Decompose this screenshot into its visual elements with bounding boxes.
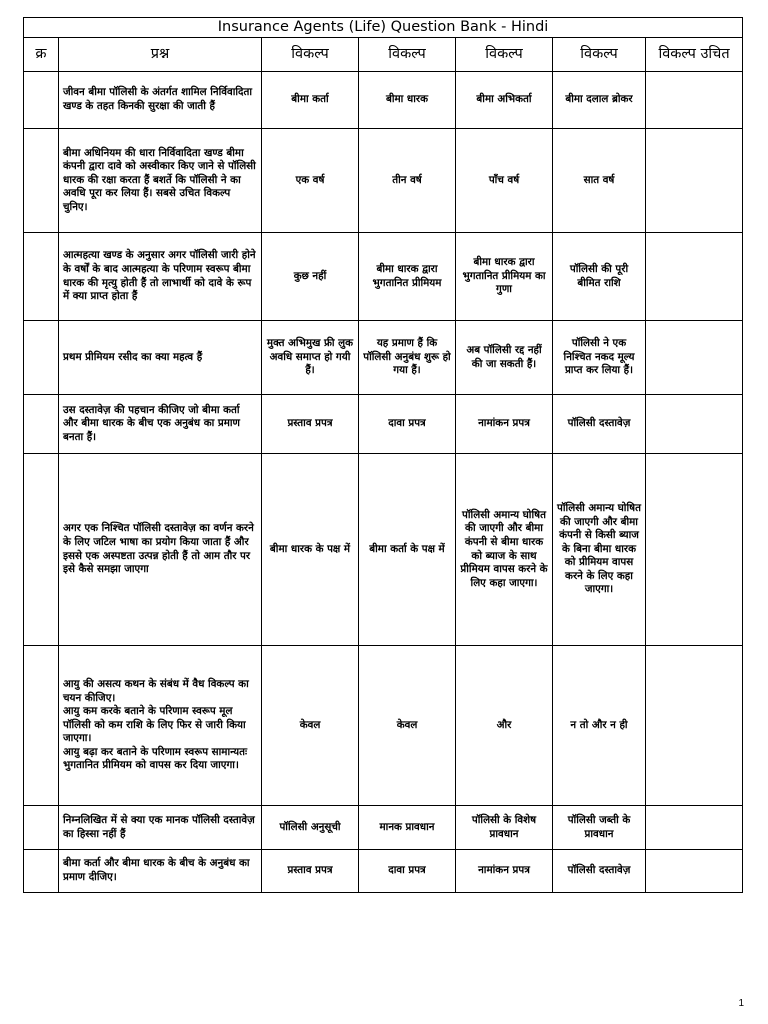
table-row [24,321,743,395]
question-text: बीमा कर्ता और बीमा धारक के बीच के अनुबंध का प्रमाण दीजिए। [59,850,262,893]
option-b: दावा प्रपत्र [359,850,456,893]
option-b: बीमा धारक द्वारा भुगतानित प्रीमियम [359,233,456,321]
answer-cell [646,806,743,850]
option-a: एक वर्ष [262,129,359,233]
option-b: बीमा धारक [359,72,456,129]
document-title: Insurance Agents (Life) Question Bank - Hindi [24,18,743,38]
row-serial [24,233,59,321]
header-option-b: विकल्प [359,38,456,72]
table-row [24,850,743,893]
question-line: आयु बढ़ा कर बताने के परिणाम स्वरूप सामान्यतः भुगतानित प्रीमियम को वापस कर दिया जाएगा। [63,745,248,772]
option-d: पॉलिसी दस्तावेज़ [553,850,646,893]
option-c: और [456,646,553,806]
question-text: अगर एक निश्चित पॉलिसी दस्तावेज़ का वर्णन करने के लिए जटिल भाषा का प्रयोग किया जाता हैं और इससे एक अस्पष्टता उत्पन्न होती हैं तो आम तौर पर इसे कैसे समझा जाएगा [59,454,262,646]
question-bank-sheet [23,17,742,893]
question-line: आयु की असत्य कथन के संबंध में वैध विकल्प का चयन कीजिए। [63,677,249,704]
option-a: मुक्त अभिमुख फ्री लुक अवधि समाप्त हो गयी हैं। [262,321,359,395]
option-d: सात वर्ष [553,129,646,233]
answer-cell [646,72,743,129]
header-question: प्रश्न [59,38,262,72]
option-a: बीमा धारक के पक्ष में [262,454,359,646]
table-row [24,646,743,806]
row-serial [24,321,59,395]
answer-cell [646,233,743,321]
option-b: तीन वर्ष [359,129,456,233]
option-d: पॉलिसी अमान्य घोषित की जाएगी और बीमा कंपनी से किसी ब्याज के बिना बीमा धारक को प्रीमियम वापस करने के लिए कहा जाएगा। [553,454,646,646]
question-text: आत्महत्या खण्ड के अनुसार अगर पॉलिसी जारी होने के वर्षों के बाद आत्महत्या के परिणाम स्वरूप बीमा धारक की मृत्यु होती हैं तो लाभार्थी को दावे के रूप में क्या प्राप्त होता हैं [59,233,262,321]
table-row [24,395,743,454]
answer-cell [646,321,743,395]
option-d: पॉलिसी दस्तावेज़ [553,395,646,454]
option-a: प्रस्ताव प्रपत्र [262,395,359,454]
option-c: पॉलिसी के विशेष प्रावधान [456,806,553,850]
option-c: पाँच वर्ष [456,129,553,233]
table-row [24,72,743,129]
option-b: केवल [359,646,456,806]
question-bank-table [23,17,743,893]
option-d: पॉलिसी की पूरी बीमित राशि [553,233,646,321]
answer-cell [646,395,743,454]
header-option-c: विकल्प [456,38,553,72]
option-c: नामांकन प्रपत्र [456,395,553,454]
option-c: बीमा धारक द्वारा भुगतानित प्रीमियम का गुणा [456,233,553,321]
option-b: दावा प्रपत्र [359,395,456,454]
answer-cell [646,129,743,233]
row-serial [24,129,59,233]
answer-cell [646,646,743,806]
option-a: केवल [262,646,359,806]
row-serial [24,806,59,850]
option-d: पॉलिसी ने एक निश्चित नकद मूल्य प्राप्त कर लिया हैं। [553,321,646,395]
option-a: बीमा कर्ता [262,72,359,129]
row-serial [24,454,59,646]
table-row [24,454,743,646]
header-option-d: विकल्प [553,38,646,72]
option-a: प्रस्ताव प्रपत्र [262,850,359,893]
row-serial [24,395,59,454]
option-b: मानक प्रावधान [359,806,456,850]
question-text [59,646,262,806]
header-row [24,38,743,72]
option-a: पॉलिसी अनुसूची [262,806,359,850]
question-line: आयु कम करके बताने के परिणाम स्वरूप मूल पॉलिसी को कम राशि के लिए फिर से जारी किया जाएगा। [63,705,246,745]
option-c: अब पॉलिसी रद्द नहीं की जा सकती हैं। [456,321,553,395]
header-option-a: विकल्प [262,38,359,72]
option-a: कुछ नहीं [262,233,359,321]
question-text: निम्नलिखित में से क्या एक मानक पॉलिसी दस्तावेज़ का हिस्सा नहीं हैं [59,806,262,850]
answer-cell [646,454,743,646]
option-c: बीमा अभिकर्ता [456,72,553,129]
table-row [24,233,743,321]
row-serial [24,646,59,806]
question-text: प्रथम प्रीमियम रसीद का क्या महत्व हैं [59,321,262,395]
header-serial: क्र [24,38,59,72]
answer-cell [646,850,743,893]
table-row [24,806,743,850]
table-row [24,129,743,233]
option-d: न तो और न ही [553,646,646,806]
option-c: पॉलिसी अमान्य घोषित की जाएगी और बीमा कंपनी से बीमा धारक को ब्याज के साथ प्रीमियम वापस करने के लिए कहा जाएगा। [456,454,553,646]
option-b: बीमा कर्ता के पक्ष में [359,454,456,646]
question-text: उस दस्तावेज़ की पहचान कीजिए जो बीमा कर्ता और बीमा धारक के बीच एक अनुबंध का प्रमाण बनता हैं। [59,395,262,454]
row-serial [24,850,59,893]
option-c: नामांकन प्रपत्र [456,850,553,893]
header-answer: विकल्प उचित [646,38,743,72]
question-text: जीवन बीमा पॉलिसी के अंतर्गत शामिल निर्विवादिता खण्ड के तहत किनकी सुरक्षा की जाती हैं [59,72,262,129]
option-b: यह प्रमाण हैं कि पॉलिसी अनुबंध शुरू हो गया हैं। [359,321,456,395]
option-d: बीमा दलाल ब्रोकर [553,72,646,129]
title-row [24,18,743,38]
row-serial [24,72,59,129]
page-number: 1 [738,998,744,1009]
option-d: पॉलिसी जब्ती के प्रावधान [553,806,646,850]
question-text: बीमा अधिनियम की धारा निर्विवादिता खण्ड बीमा कंपनी द्वारा दावे को अस्वीकार किए जाने से पॉलिसी धारक की रक्षा करता हैं बशर्ते कि पॉलिसी ने का अवधि पूरा कर लिया हैं। सबसे उचित विकल्प चुनिए। [59,129,262,233]
